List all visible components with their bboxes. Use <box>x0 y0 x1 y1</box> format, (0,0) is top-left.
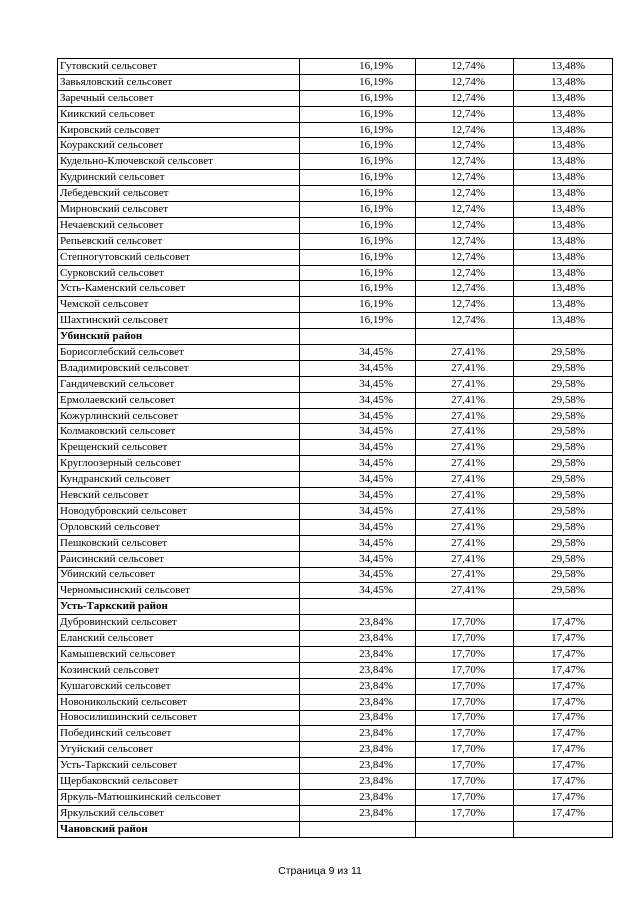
value-2: 27,41% <box>416 583 514 599</box>
value-3: 13,48% <box>514 313 613 329</box>
value-3: 13,48% <box>514 170 613 186</box>
value-1: 34,45% <box>300 535 416 551</box>
settlement-name: Коуракский сельсовет <box>58 138 300 154</box>
value-2: 27,41% <box>416 456 514 472</box>
settlement-name: Заречный сельсовет <box>58 90 300 106</box>
value-3: 13,48% <box>514 249 613 265</box>
table-row <box>58 583 613 599</box>
table-row <box>58 217 613 233</box>
value-2: 12,74% <box>416 106 514 122</box>
value-1: 34,45% <box>300 488 416 504</box>
settlement-name: Кушаговский сельсовет <box>58 678 300 694</box>
value-3: 17,47% <box>514 805 613 821</box>
settlement-name: Камышевский сельсовет <box>58 646 300 662</box>
value-3: 13,48% <box>514 233 613 249</box>
settlement-name: Усть-Таркский сельсовет <box>58 758 300 774</box>
value-2 <box>416 329 514 345</box>
value-2: 27,41% <box>416 503 514 519</box>
settlement-name: Убинский сельсовет <box>58 567 300 583</box>
value-3: 29,58% <box>514 583 613 599</box>
table-row <box>58 360 613 376</box>
settlement-name: Новосилишинский сельсовет <box>58 710 300 726</box>
table-row <box>58 186 613 202</box>
value-1: 23,84% <box>300 789 416 805</box>
value-1: 16,19% <box>300 154 416 170</box>
table-row <box>58 74 613 90</box>
value-3: 13,48% <box>514 186 613 202</box>
value-1: 16,19% <box>300 217 416 233</box>
table-row <box>58 758 613 774</box>
value-3: 17,47% <box>514 678 613 694</box>
value-1: 23,84% <box>300 726 416 742</box>
settlement-name: Кундранский сельсовет <box>58 472 300 488</box>
value-1: 16,19% <box>300 186 416 202</box>
value-1: 16,19% <box>300 202 416 218</box>
value-1: 34,45% <box>300 376 416 392</box>
table-row <box>58 408 613 424</box>
value-2: 27,41% <box>416 424 514 440</box>
value-1: 34,45% <box>300 519 416 535</box>
table-row <box>58 662 613 678</box>
value-2: 12,74% <box>416 281 514 297</box>
value-3: 29,58% <box>514 567 613 583</box>
value-2: 12,74% <box>416 249 514 265</box>
settlement-name: Новодубровский сельсовет <box>58 503 300 519</box>
district-header-row <box>58 599 613 615</box>
value-2: 12,74% <box>416 297 514 313</box>
settlement-name: Репьевский сельсовет <box>58 233 300 249</box>
value-2: 12,74% <box>416 265 514 281</box>
value-3: 13,48% <box>514 154 613 170</box>
table-row <box>58 122 613 138</box>
value-2: 17,70% <box>416 631 514 647</box>
district-name: Убинский район <box>58 329 300 345</box>
data-table <box>57 58 613 838</box>
settlement-name: Кудельно-Ключевской сельсовет <box>58 154 300 170</box>
settlement-name: Мирновский сельсовет <box>58 202 300 218</box>
settlement-name: Невский сельсовет <box>58 488 300 504</box>
value-1: 34,45% <box>300 440 416 456</box>
value-1 <box>300 329 416 345</box>
value-2: 27,41% <box>416 472 514 488</box>
page-footer: Страница 9 из 11 <box>278 865 362 877</box>
value-3 <box>514 329 613 345</box>
table-row <box>58 503 613 519</box>
value-1: 16,19% <box>300 59 416 75</box>
settlement-name: Усть-Каменский сельсовет <box>58 281 300 297</box>
value-1: 23,84% <box>300 694 416 710</box>
table-body <box>58 59 613 838</box>
value-1: 34,45% <box>300 345 416 361</box>
value-2: 27,41% <box>416 376 514 392</box>
value-2: 17,70% <box>416 646 514 662</box>
district-name: Усть-Таркский район <box>58 599 300 615</box>
value-1: 16,19% <box>300 170 416 186</box>
value-2: 17,70% <box>416 694 514 710</box>
value-1: 34,45% <box>300 472 416 488</box>
table-row <box>58 519 613 535</box>
table-row <box>58 313 613 329</box>
value-2: 27,41% <box>416 408 514 424</box>
table-row <box>58 551 613 567</box>
value-2: 17,70% <box>416 774 514 790</box>
value-3: 29,58% <box>514 376 613 392</box>
settlement-name: Шахтинский сельсовет <box>58 313 300 329</box>
district-name: Чановский район <box>58 821 300 837</box>
table-row <box>58 488 613 504</box>
settlement-name: Борисоглебский сельсовет <box>58 345 300 361</box>
value-2: 12,74% <box>416 74 514 90</box>
settlement-name: Яркуль-Матюшкинский сельсовет <box>58 789 300 805</box>
value-2: 27,41% <box>416 345 514 361</box>
settlement-name: Киикский сельсовет <box>58 106 300 122</box>
value-2: 12,74% <box>416 233 514 249</box>
settlement-name: Колмаковский сельсовет <box>58 424 300 440</box>
table-row <box>58 90 613 106</box>
table-row <box>58 106 613 122</box>
value-1: 34,45% <box>300 424 416 440</box>
value-3: 13,48% <box>514 202 613 218</box>
value-3: 17,47% <box>514 646 613 662</box>
value-3: 29,58% <box>514 408 613 424</box>
value-1: 16,19% <box>300 106 416 122</box>
settlement-name: Щербаковский сельсовет <box>58 774 300 790</box>
table-row <box>58 805 613 821</box>
table-row <box>58 789 613 805</box>
value-3: 17,47% <box>514 789 613 805</box>
value-2: 17,70% <box>416 726 514 742</box>
value-3: 29,58% <box>514 424 613 440</box>
value-3: 13,48% <box>514 90 613 106</box>
settlement-name: Дубровинский сельсовет <box>58 615 300 631</box>
value-3: 13,48% <box>514 138 613 154</box>
settlement-name: Круглоозерный сельсовет <box>58 456 300 472</box>
table-row <box>58 345 613 361</box>
value-2: 27,41% <box>416 392 514 408</box>
value-3: 29,58% <box>514 345 613 361</box>
value-1: 34,45% <box>300 503 416 519</box>
value-1: 16,19% <box>300 138 416 154</box>
table-row <box>58 710 613 726</box>
value-3 <box>514 599 613 615</box>
value-3: 13,48% <box>514 265 613 281</box>
settlement-name: Завьяловский сельсовет <box>58 74 300 90</box>
value-3: 13,48% <box>514 217 613 233</box>
settlement-name: Кожурлинский сельсовет <box>58 408 300 424</box>
value-2: 27,41% <box>416 535 514 551</box>
settlement-name: Яркульский сельсовет <box>58 805 300 821</box>
value-3: 17,47% <box>514 774 613 790</box>
value-3: 13,48% <box>514 122 613 138</box>
table-row <box>58 631 613 647</box>
value-3 <box>514 821 613 837</box>
settlement-name: Кировский сельсовет <box>58 122 300 138</box>
table-row <box>58 249 613 265</box>
table-row <box>58 535 613 551</box>
value-3: 29,58% <box>514 488 613 504</box>
value-2: 27,41% <box>416 519 514 535</box>
value-1 <box>300 821 416 837</box>
value-1: 16,19% <box>300 74 416 90</box>
table-row <box>58 678 613 694</box>
table-row <box>58 233 613 249</box>
table-row <box>58 59 613 75</box>
value-1: 16,19% <box>300 122 416 138</box>
settlement-name: Гутовский сельсовет <box>58 59 300 75</box>
value-3: 17,47% <box>514 631 613 647</box>
value-1: 34,45% <box>300 408 416 424</box>
value-2: 17,70% <box>416 758 514 774</box>
value-1: 34,45% <box>300 551 416 567</box>
table-row <box>58 694 613 710</box>
table-row <box>58 472 613 488</box>
table-row <box>58 376 613 392</box>
table-row <box>58 138 613 154</box>
table-row <box>58 281 613 297</box>
value-3: 17,47% <box>514 662 613 678</box>
value-2: 27,41% <box>416 360 514 376</box>
value-3: 29,58% <box>514 472 613 488</box>
value-3: 29,58% <box>514 519 613 535</box>
value-1: 23,84% <box>300 774 416 790</box>
value-2: 17,70% <box>416 678 514 694</box>
value-2: 12,74% <box>416 138 514 154</box>
value-1: 34,45% <box>300 392 416 408</box>
value-3: 13,48% <box>514 106 613 122</box>
value-3: 29,58% <box>514 503 613 519</box>
value-2: 27,41% <box>416 551 514 567</box>
value-3: 13,48% <box>514 281 613 297</box>
settlement-name: Ермолаевский сельсовет <box>58 392 300 408</box>
value-2: 17,70% <box>416 742 514 758</box>
value-3: 29,58% <box>514 440 613 456</box>
value-2: 12,74% <box>416 202 514 218</box>
value-2: 12,74% <box>416 154 514 170</box>
value-3: 29,58% <box>514 392 613 408</box>
value-1: 34,45% <box>300 567 416 583</box>
district-header-row <box>58 821 613 837</box>
settlement-name: Сурковский сельсовет <box>58 265 300 281</box>
value-2: 12,74% <box>416 59 514 75</box>
district-header-row <box>58 329 613 345</box>
table-row <box>58 265 613 281</box>
value-3: 13,48% <box>514 297 613 313</box>
table-row <box>58 392 613 408</box>
table-row <box>58 615 613 631</box>
value-2: 27,41% <box>416 488 514 504</box>
settlement-name: Кудринский сельсовет <box>58 170 300 186</box>
value-3: 29,58% <box>514 360 613 376</box>
table-row <box>58 456 613 472</box>
value-3: 13,48% <box>514 74 613 90</box>
value-3: 17,47% <box>514 726 613 742</box>
value-3: 29,58% <box>514 456 613 472</box>
value-1: 16,19% <box>300 313 416 329</box>
value-2: 12,74% <box>416 217 514 233</box>
table-row <box>58 424 613 440</box>
table-row <box>58 726 613 742</box>
value-2: 17,70% <box>416 789 514 805</box>
value-1: 23,84% <box>300 742 416 758</box>
value-2: 12,74% <box>416 170 514 186</box>
value-2 <box>416 821 514 837</box>
settlement-name: Гандичевский сельсовет <box>58 376 300 392</box>
table-row <box>58 297 613 313</box>
table-row <box>58 170 613 186</box>
value-2: 17,70% <box>416 615 514 631</box>
value-1: 23,84% <box>300 662 416 678</box>
value-3: 17,47% <box>514 742 613 758</box>
table-row <box>58 202 613 218</box>
value-3: 17,47% <box>514 710 613 726</box>
value-1: 23,84% <box>300 646 416 662</box>
settlement-name: Крещенский сельсовет <box>58 440 300 456</box>
value-2: 12,74% <box>416 122 514 138</box>
value-2: 17,70% <box>416 710 514 726</box>
table-row <box>58 742 613 758</box>
value-2: 12,74% <box>416 313 514 329</box>
value-2: 12,74% <box>416 90 514 106</box>
value-2: 12,74% <box>416 186 514 202</box>
value-1: 16,19% <box>300 281 416 297</box>
settlement-name: Пешковский сельсовет <box>58 535 300 551</box>
value-3: 17,47% <box>514 615 613 631</box>
table-row <box>58 567 613 583</box>
value-2: 17,70% <box>416 805 514 821</box>
value-2: 17,70% <box>416 662 514 678</box>
value-3: 29,58% <box>514 551 613 567</box>
value-2: 27,41% <box>416 440 514 456</box>
table-row <box>58 774 613 790</box>
settlement-name: Черномысинский сельсовет <box>58 583 300 599</box>
settlement-name: Козинский сельсовет <box>58 662 300 678</box>
settlement-name: Чемской сельсовет <box>58 297 300 313</box>
value-1: 23,84% <box>300 758 416 774</box>
settlement-name: Орловский сельсовет <box>58 519 300 535</box>
value-1: 16,19% <box>300 297 416 313</box>
value-2: 27,41% <box>416 567 514 583</box>
value-1: 23,84% <box>300 615 416 631</box>
table-row <box>58 440 613 456</box>
settlement-name: Угуйский сельсовет <box>58 742 300 758</box>
value-1: 16,19% <box>300 90 416 106</box>
value-1: 16,19% <box>300 233 416 249</box>
settlement-name: Раисинский сельсовет <box>58 551 300 567</box>
settlement-name: Нечаевский сельсовет <box>58 217 300 233</box>
value-1: 23,84% <box>300 710 416 726</box>
value-1 <box>300 599 416 615</box>
value-3: 17,47% <box>514 694 613 710</box>
value-1: 34,45% <box>300 456 416 472</box>
table-row <box>58 646 613 662</box>
settlement-name: Побединский сельсовет <box>58 726 300 742</box>
value-3: 17,47% <box>514 758 613 774</box>
settlement-name: Еланский сельсовет <box>58 631 300 647</box>
value-1: 23,84% <box>300 805 416 821</box>
table-row <box>58 154 613 170</box>
value-3: 13,48% <box>514 59 613 75</box>
settlement-name: Новоникольский сельсовет <box>58 694 300 710</box>
value-1: 34,45% <box>300 583 416 599</box>
value-1: 34,45% <box>300 360 416 376</box>
value-3: 29,58% <box>514 535 613 551</box>
settlement-name: Лебедевский сельсовет <box>58 186 300 202</box>
settlement-name: Владимировский сельсовет <box>58 360 300 376</box>
value-1: 23,84% <box>300 631 416 647</box>
value-1: 16,19% <box>300 249 416 265</box>
value-2 <box>416 599 514 615</box>
settlement-name: Степногутовский сельсовет <box>58 249 300 265</box>
value-1: 16,19% <box>300 265 416 281</box>
value-1: 23,84% <box>300 678 416 694</box>
